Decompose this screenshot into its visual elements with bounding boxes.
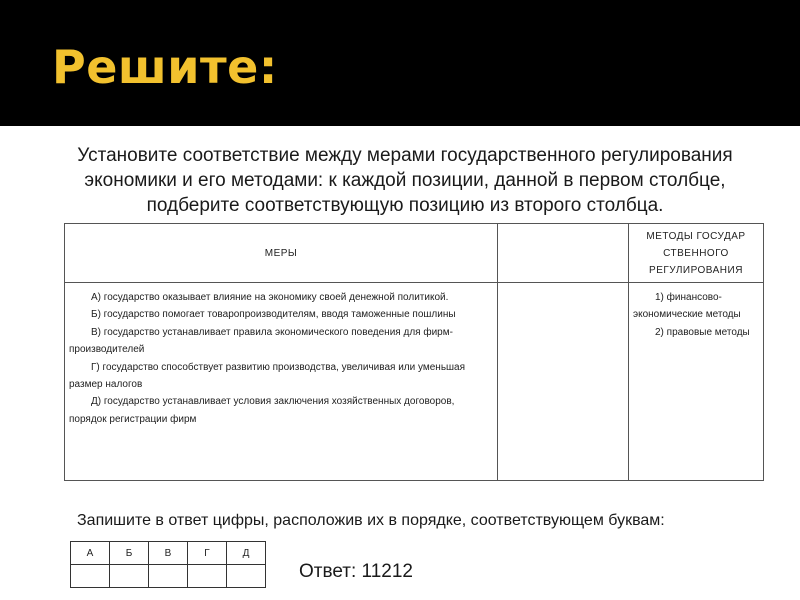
answer-letter: А bbox=[71, 542, 110, 565]
measure-item: Д) государство устанавливает условия заключения хозяйственных договоров, порядок регистрации фирм bbox=[69, 396, 455, 425]
measure-item: Б) государство помогает товаропроизводителям, вводя таможенные пошлины bbox=[91, 309, 456, 321]
methods-cell bbox=[629, 283, 764, 481]
answer-grid bbox=[70, 541, 266, 588]
answer-instruction: Запишите в ответ цифры, расположив их в порядке, соответствующем буквам: bbox=[77, 512, 665, 529]
measures-list bbox=[65, 283, 497, 428]
answer-digit-cell[interactable] bbox=[149, 565, 188, 588]
answer-digit-cell[interactable] bbox=[188, 565, 227, 588]
answer-digit-cell[interactable] bbox=[71, 565, 110, 588]
measure-item: А) государство оказывает влияние на экономику своей денежной политикой. bbox=[91, 292, 449, 303]
methods-list bbox=[629, 283, 763, 341]
table-header-row bbox=[65, 224, 764, 283]
answer-letter: Д bbox=[227, 542, 266, 565]
answer-letter: Г bbox=[188, 542, 227, 565]
answer-digit-cell[interactable] bbox=[110, 565, 149, 588]
task-line: подберите соответствующую позицию из второго столбца. bbox=[146, 195, 664, 216]
table-body-row bbox=[65, 283, 764, 481]
empty-header-cell bbox=[498, 224, 629, 283]
methods-header: МЕТОДЫ ГОСУДАР СТВЕННОГО РЕГУЛИРОВАНИЯ bbox=[629, 224, 764, 283]
answer-letter: В bbox=[149, 542, 188, 565]
method-item: 2) правовые методы bbox=[655, 326, 750, 338]
method-item: 1) финансово-экономические методы bbox=[633, 292, 741, 321]
answer-digits-row bbox=[71, 565, 266, 588]
title-band bbox=[0, 0, 800, 126]
task-statement bbox=[40, 143, 770, 218]
measure-item: В) государство устанавливает правила экономического поведения для фирм-производителей bbox=[69, 326, 453, 356]
task-line: Установите соответствие между мерами государственного регулирования bbox=[77, 145, 733, 166]
task-line: экономики и его методами: к каждой позиции, данной в первом столбце, bbox=[84, 170, 726, 191]
slide-title: Решите: bbox=[52, 40, 278, 94]
empty-body-cell bbox=[498, 283, 629, 481]
measure-item: Г) государство способствует развитию производства, увеличивая или уменьшая размер налогов bbox=[69, 361, 466, 391]
answer-letter: Б bbox=[110, 542, 149, 565]
answer-text: Ответ: 11212 bbox=[299, 561, 413, 582]
answer-letters-row bbox=[71, 542, 266, 565]
measures-header: МЕРЫ bbox=[65, 224, 498, 283]
answer-digit-cell[interactable] bbox=[227, 565, 266, 588]
measures-cell bbox=[65, 283, 498, 481]
matching-table bbox=[64, 223, 764, 481]
